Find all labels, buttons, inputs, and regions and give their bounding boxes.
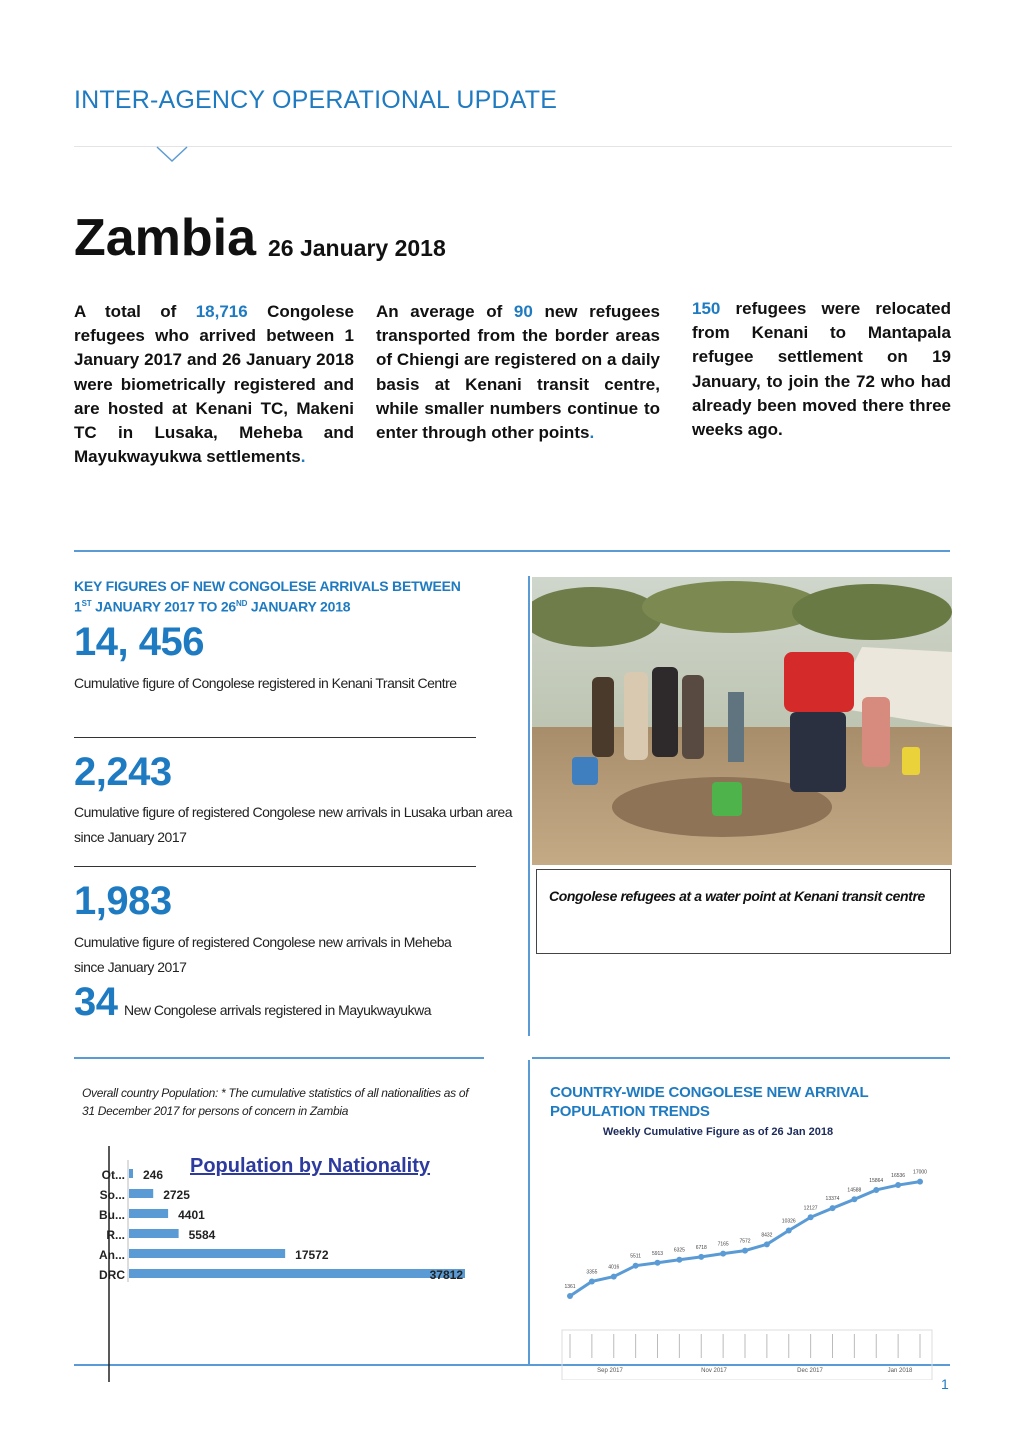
data-point xyxy=(633,1263,639,1269)
bar xyxy=(129,1249,285,1258)
data-label: 10326 xyxy=(781,1218,796,1225)
country-title: Zambia xyxy=(74,209,257,267)
x-axis-period-label: Dec 2017 xyxy=(797,1368,823,1374)
data-point xyxy=(698,1254,704,1260)
data-point xyxy=(808,1214,814,1220)
header-divider xyxy=(74,146,952,147)
summary-registered xyxy=(74,300,354,469)
heading-text: JANUARY 2018 xyxy=(247,598,351,615)
page-number: 1 xyxy=(941,1376,949,1392)
bar-category-label: DRC xyxy=(99,1268,125,1282)
data-label: 8432 xyxy=(761,1232,773,1239)
data-point xyxy=(720,1251,726,1257)
bar-value-label: 37812 xyxy=(429,1268,463,1282)
key-figure-description: Cumulative figure of registered Congolese new arrivals in Meheba since January 2017 xyxy=(74,934,452,975)
summary-lead: A total of xyxy=(74,302,196,321)
data-label: 1361 xyxy=(564,1284,576,1291)
data-point xyxy=(567,1293,573,1299)
data-point xyxy=(786,1227,792,1233)
summary-lead: An average of xyxy=(376,302,514,321)
data-label: 16536 xyxy=(891,1173,906,1180)
key-figure-description: Cumulative figure of Congolese registered in Kenani Transit Centre xyxy=(74,675,457,691)
key-figure-description: New Congolese arrivals registered in Mayukwayukwa xyxy=(124,1002,431,1018)
data-label: 12127 xyxy=(803,1205,818,1212)
arrival-trends-heading: COUNTRY-WIDE CONGOLESE NEW ARRIVAL POPULATION TRENDS xyxy=(550,1084,869,1120)
ordinal-suffix: ST xyxy=(81,599,92,608)
bar xyxy=(129,1169,133,1178)
data-point xyxy=(655,1260,661,1266)
chart-title: Weekly Cumulative Figure as of 26 Jan 2018 xyxy=(602,1126,834,1138)
key-figure-value: 14, 456 xyxy=(74,620,204,664)
nationality-bar-chart xyxy=(80,1146,490,1386)
bar xyxy=(129,1229,179,1238)
data-label: 5913 xyxy=(651,1250,664,1257)
key-figures-heading xyxy=(74,578,524,616)
key-figures-heading-line: KEY FIGURES OF NEW CONGOLESE ARRIVALS BETWEEN xyxy=(74,578,461,594)
key-figure-value: 2,243 xyxy=(74,750,172,794)
arrival-trend-chart xyxy=(548,1120,948,1380)
bar xyxy=(129,1209,168,1218)
data-label: 6325 xyxy=(673,1247,685,1254)
ordinal-suffix: ND xyxy=(236,599,248,608)
water-point-photo xyxy=(532,577,952,865)
data-point xyxy=(873,1187,879,1193)
population-note: Overall country Population: * The cumulative statistics of all nationalities as of 31 December 2017 for persons of concern in Zambia xyxy=(82,1086,469,1118)
photo-caption: Congolese refugees at a water point at Kenani transit centre xyxy=(536,869,951,954)
bar-value-label: 4401 xyxy=(178,1208,205,1222)
summary-daily-average xyxy=(376,300,660,445)
data-label: 5511 xyxy=(630,1253,642,1260)
key-figure-value: 34 xyxy=(74,980,118,1024)
section-divider xyxy=(74,550,950,552)
bar-value-label: 17572 xyxy=(295,1248,329,1262)
column-divider xyxy=(528,1060,530,1366)
data-label: 6718 xyxy=(695,1244,707,1251)
bar-category-label: An... xyxy=(99,1248,125,1262)
bar-category-label: R... xyxy=(106,1228,125,1242)
summary-end-mark: . xyxy=(589,423,595,443)
summary-number: 90 xyxy=(513,302,533,321)
summary-relocation xyxy=(692,297,951,442)
summary-number: 18,716 xyxy=(195,302,248,321)
column-divider xyxy=(528,576,530,1036)
data-point xyxy=(830,1205,836,1211)
key-figure-value: 1,983 xyxy=(74,879,172,923)
data-label: 3355 xyxy=(586,1269,598,1276)
key-figures-heading-line xyxy=(74,595,524,616)
section-divider xyxy=(532,1057,950,1059)
summary-end-mark: . xyxy=(300,447,306,467)
data-point xyxy=(764,1241,770,1247)
data-point xyxy=(589,1278,595,1284)
data-point xyxy=(676,1257,682,1263)
data-point xyxy=(917,1179,923,1185)
bar-category-label: Ot... xyxy=(101,1168,125,1182)
bar-category-label: So... xyxy=(99,1188,125,1202)
summary-text: new refugees transported from the border areas of Chiengi are registered on a daily basis at Kenani transit centre, while smaller numbers continue to enter through other points xyxy=(376,302,661,443)
key-figure-divider xyxy=(74,737,476,738)
data-label: 7165 xyxy=(717,1241,729,1248)
report-date: 26 January 2018 xyxy=(268,235,446,261)
chart-title: Population by Nationality xyxy=(190,1155,431,1177)
data-label: 7572 xyxy=(739,1238,751,1245)
data-label: 4016 xyxy=(608,1264,620,1271)
key-figure-description: Cumulative figure of registered Congolese new arrivals in Lusaka urban area since January 2017 xyxy=(74,804,512,845)
key-figure-divider xyxy=(74,866,476,867)
data-point xyxy=(895,1182,901,1188)
summary-text: refugees were relocated from Kenani to Mantapala refugee settlement on 19 January, to join the 72 who had already been moved there three weeks ago. xyxy=(692,299,951,440)
data-label: 13374 xyxy=(825,1196,840,1203)
section-divider xyxy=(74,1057,484,1059)
data-label: 17000 xyxy=(913,1169,927,1176)
summary-number: 150 xyxy=(692,299,721,318)
data-point xyxy=(851,1196,857,1202)
bar xyxy=(129,1269,465,1278)
summary-text: Congolese refugees who arrived between 1 January 2017 and 26 January 2018 were biometrically registered and are hosted at Kenani TC, Makeni TC in Lusaka, Meheba and Mayukwayukwa settlements xyxy=(74,302,354,467)
bar xyxy=(129,1189,153,1198)
heading-text: 1 xyxy=(74,598,82,615)
data-label: 15864 xyxy=(869,1177,884,1184)
x-axis-period-label: Nov 2017 xyxy=(701,1368,727,1374)
heading-text: JANUARY 2017 TO 26 xyxy=(91,598,236,615)
x-axis-period-label: Sep 2017 xyxy=(597,1368,623,1374)
bar-value-label: 5584 xyxy=(188,1228,216,1242)
report-series-title: INTER-AGENCY OPERATIONAL UPDATE xyxy=(74,86,558,114)
data-point xyxy=(611,1274,617,1280)
bar-category-label: Bu... xyxy=(99,1208,125,1222)
x-axis-period-label: Jan 2018 xyxy=(887,1368,913,1374)
data-label: 14588 xyxy=(847,1187,862,1194)
bar-value-label: 246 xyxy=(143,1168,164,1182)
data-point xyxy=(742,1248,748,1254)
chevron-down-icon xyxy=(156,146,188,164)
bar-value-label: 2725 xyxy=(163,1188,190,1202)
